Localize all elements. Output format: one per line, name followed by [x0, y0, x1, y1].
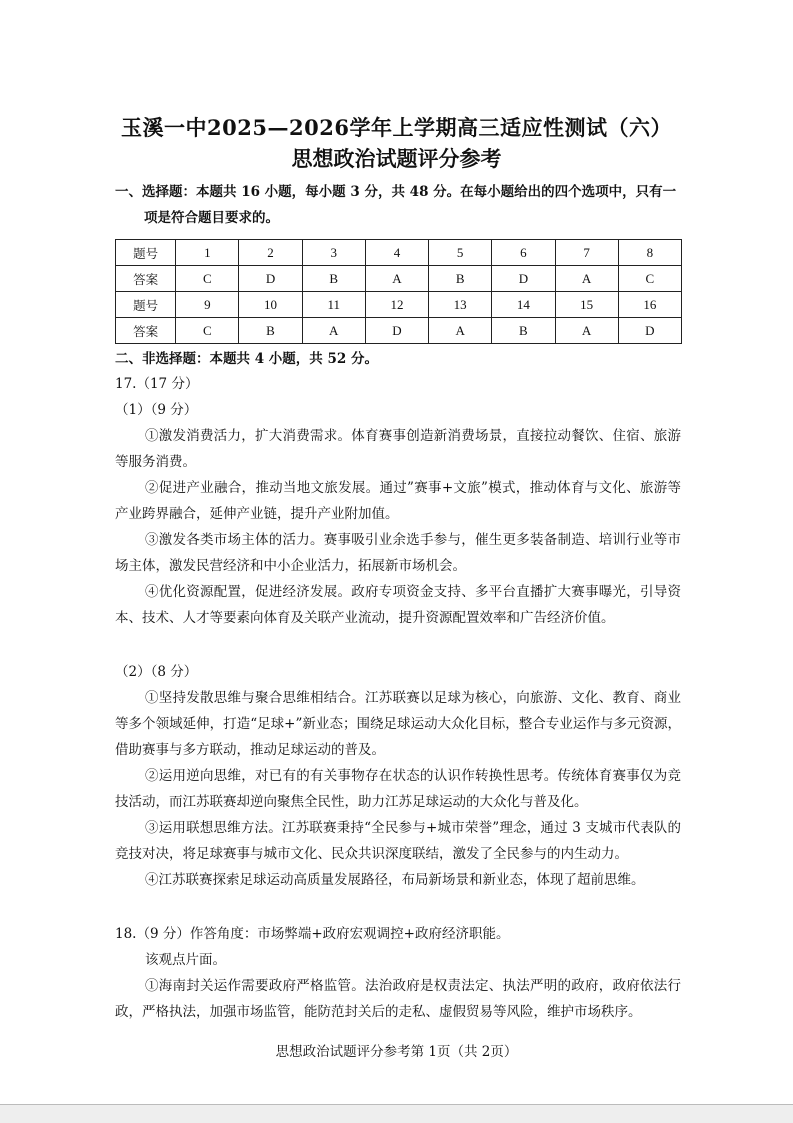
table-row [116, 318, 682, 344]
table-cell: A [302, 318, 365, 344]
table-cell: D [618, 318, 681, 344]
q18-label: 18.（9 分）作答角度：市场弊端+政府宏观调控+政府经济职能。 [115, 926, 510, 942]
q17-part1-point: ①激发消费活力，扩大消费需求。体育赛事创造新消费场景，直接拉动餐饮、住宿、旅游等服务消费。 [115, 428, 681, 470]
row-header-cell: 题号 [116, 240, 176, 266]
table-cell: C [618, 266, 681, 292]
row-header-cell: 答案 [116, 266, 176, 292]
table-row [116, 240, 682, 266]
section1-line2: 项是符合题目要求的。 [144, 210, 279, 226]
document-title: 玉溪一中2025—2026学年上学期高三适应性测试（六） [121, 115, 672, 140]
table-cell: 5 [429, 240, 492, 266]
q17-label: 17.（17 分） [115, 376, 199, 392]
table-cell: C [176, 266, 239, 292]
table-cell: 8 [618, 240, 681, 266]
table-cell: B [429, 266, 492, 292]
table-cell: D [239, 266, 302, 292]
document-subtitle: 思想政治试题评分参考 [291, 146, 502, 171]
table-cell: 9 [176, 292, 239, 318]
table-cell: 7 [555, 240, 618, 266]
row-header-cell: 题号 [116, 292, 176, 318]
q18-point: ①海南封关运作需要政府严格监管。法治政府是权责法定、执法严明的政府，政府依法行政，严格执法，加强市场监管，能防范封关后的走私、虚假贸易等风险，维护市场秩序。 [115, 978, 681, 1020]
q18-view: 该观点片面。 [145, 952, 226, 968]
q17-part2-point: ③运用联想思维方法。江苏联赛秉持“全民参与+城市荣誉”理念，通过 3 支城市代表队的竞技对决，将足球赛事与城市文化、民众共识深度联结，激发了全民参与的内生动力。 [115, 820, 681, 862]
table-cell: 16 [618, 292, 681, 318]
q17-part1-label: （1）（9 分） [115, 402, 198, 418]
table-cell: B [239, 318, 302, 344]
table-cell: 3 [302, 240, 365, 266]
table-cell: B [302, 266, 365, 292]
table-cell: 11 [302, 292, 365, 318]
table-cell: A [365, 266, 428, 292]
q17-part2-point: ④江苏联赛探索足球运动高质量发展路径，布局新场景和新业态，体现了超前思维。 [145, 872, 645, 888]
table-cell: 6 [492, 240, 555, 266]
answer-table [115, 239, 682, 344]
q17-part2-point: ②运用逆向思维，对已有的有关事物存在状态的认识作转换性思考。传统体育赛事仅为竞技活动，而江苏联赛却逆向聚焦全民性，助力江苏足球运动的大众化与普及化。 [115, 768, 681, 810]
table-cell: C [176, 318, 239, 344]
table-cell: A [555, 318, 618, 344]
table-cell: A [429, 318, 492, 344]
q17-part1-point: ③激发各类市场主体的活力。赛事吸引业余选手参与，催生更多装备制造、培训行业等市场主体，激发民营经济和中小企业活力，拓展新市场机会。 [115, 532, 681, 574]
q17-part1-point: ④优化资源配置，促进经济发展。政府专项资金支持、多平台直播扩大赛事曝光，引导资本、技术、人才等要素向体育及关联产业流动，提升资源配置效率和广告经济价值。 [115, 584, 681, 626]
q17-part2-point: ①坚持发散思维与聚合思维相结合。江苏联赛以足球为核心，向旅游、文化、教育、商业等多个领域延伸，打造“足球+”新业态；围绕足球运动大众化目标，整合专业运作与多元资源，借助赛事与多方联动，推动足球运动的普及。 [115, 690, 681, 758]
table-cell: D [492, 266, 555, 292]
page-footer: 思想政治试题评分参考第 1页（共 2页） [275, 1044, 518, 1060]
table-cell: 10 [239, 292, 302, 318]
question-18 [115, 921, 681, 1025]
table-cell: 14 [492, 292, 555, 318]
table-row [116, 266, 682, 292]
table-cell: 1 [176, 240, 239, 266]
table-cell: A [555, 266, 618, 292]
table-cell: 15 [555, 292, 618, 318]
page-bottom-edge [0, 1104, 793, 1123]
table-row [116, 292, 682, 318]
table-cell: 4 [365, 240, 428, 266]
table-cell: B [492, 318, 555, 344]
table-cell: 2 [239, 240, 302, 266]
section1-heading [115, 179, 683, 231]
section1-line1: 一、选择题：本题共 16 小题，每小题 3 分，共 48 分。在每小题给出的四个选项中，只有一 [115, 184, 677, 200]
question-17 [115, 371, 681, 631]
row-header-cell: 答案 [116, 318, 176, 344]
q17-part1-point: ②促进产业融合，推动当地文旅发展。通过”赛事+文旅”模式，推动体育与文化、旅游等产业跨界融合，延伸产业链，提升产业附加值。 [115, 480, 681, 522]
q17-part2-label: （2）（8 分） [115, 664, 198, 680]
table-cell: 12 [365, 292, 428, 318]
table-cell: D [365, 318, 428, 344]
table-cell: 13 [429, 292, 492, 318]
question-17-part2 [115, 659, 681, 893]
section2-heading: 二、非选择题：本题共 4 小题，共 52 分。 [115, 351, 378, 367]
